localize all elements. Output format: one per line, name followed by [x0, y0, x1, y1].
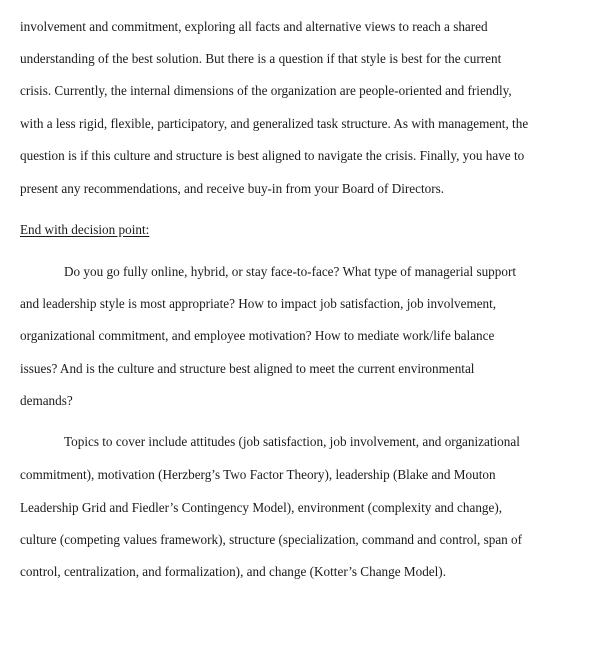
section-heading: End with decision point: [20, 222, 150, 237]
paragraph-line: demands? [20, 393, 73, 408]
paragraph-line: crisis. Currently, the internal dimensions of the organization are people-oriented and friendly, [20, 83, 512, 98]
paragraph-line: organizational commitment, and employee motivation? How to mediate work/life balance [20, 328, 495, 343]
paragraph-line: understanding of the best solution. But there is a question if that style is best for the current [20, 51, 502, 66]
paragraph-line: involvement and commitment, exploring all facts and alternative views to reach a shared [20, 19, 488, 34]
paragraph-line: control, centralization, and formalization), and change (Kotter’s Change Model). [20, 564, 446, 579]
paragraph-line: Do you go fully online, hybrid, or stay face-to-face? What type of managerial support [64, 264, 517, 279]
paragraph-line: Leadership Grid and Fiedler’s Contingency Model), environment (complexity and change), [20, 500, 503, 515]
paragraph-line: present any recommendations, and receive buy-in from your Board of Directors. [20, 181, 445, 196]
paragraph-line: issues? And is the culture and structure best aligned to meet the current environmental [20, 361, 475, 376]
paragraph-line: question is if this culture and structure is best aligned to navigate the crisis. Finally, you have to [20, 148, 525, 163]
paragraph-line: and leadership style is most appropriate? How to impact job satisfaction, job involvement, [20, 296, 497, 311]
paragraph-line: Topics to cover include attitudes (job satisfaction, job involvement, and organizational [64, 434, 520, 449]
paragraph-line: with a less rigid, flexible, participatory, and generalized task structure. As with management, the [20, 116, 529, 131]
paragraph-line: culture (competing values framework), structure (specialization, command and control, span of [20, 532, 523, 547]
paragraph-line: commitment), motivation (Herzberg’s Two Factor Theory), leadership (Blake and Mouton [20, 467, 496, 482]
